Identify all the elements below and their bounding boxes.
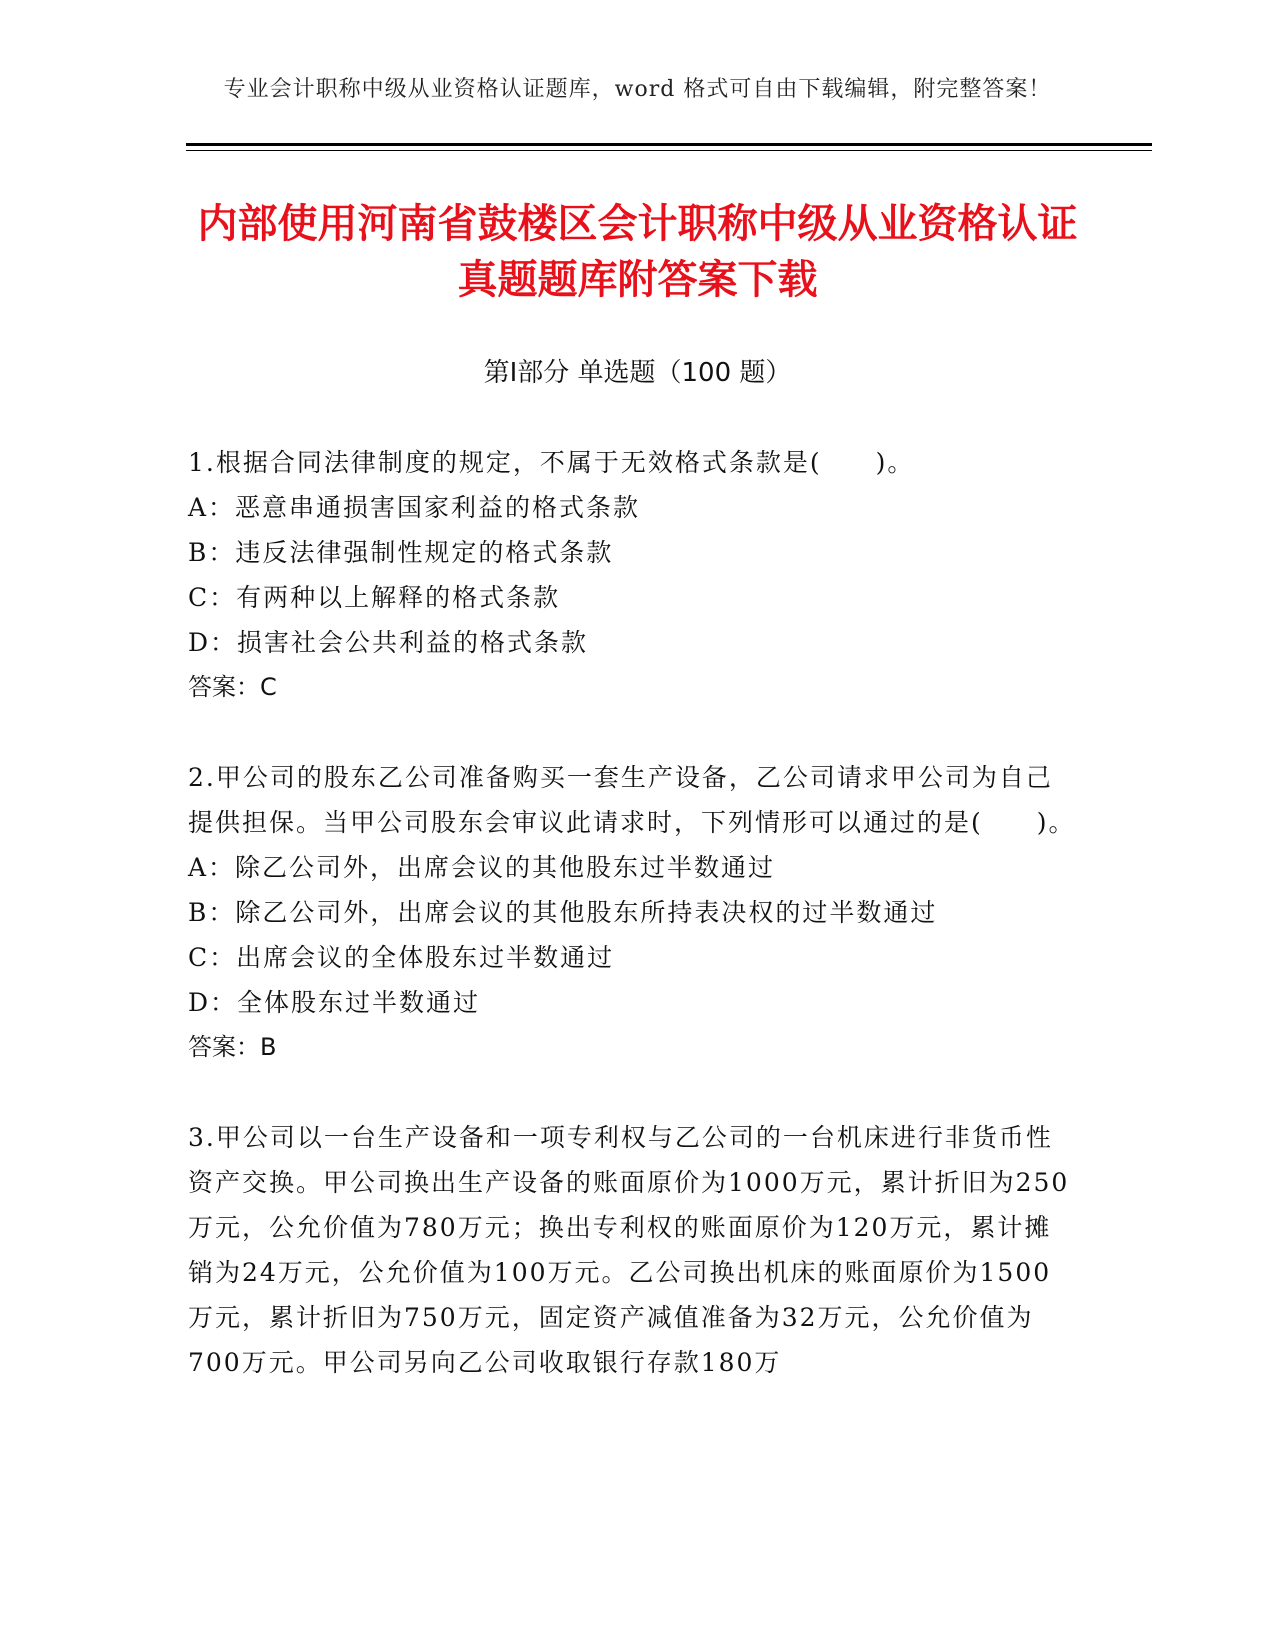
- question-stem: 3.甲公司以一台生产设备和一项专利权与乙公司的一台机床进行非货币性资产交换。甲公司换出生产设备的账面原价为1000万元，累计折旧为250万元，公允价值为780万元；换出专利权的账面原价为120万元，累计摊销为24万元，公允价值为100万元。乙公司换出机床的账面原价为1500万元，累计折旧为750万元，固定资产减值准备为32万元，公允价值为700万元。甲公司另向乙公司收取银行存款180万: [188, 1123, 1070, 1377]
- question-stem: 1.根据合同法律制度的规定，不属于无效格式条款是( )。: [188, 448, 915, 477]
- question-3: [188, 1115, 1078, 1385]
- option-d: D：全体股东过半数通过: [188, 988, 481, 1017]
- header-rule-thick: [186, 143, 1152, 146]
- option-b: B：违反法律强制性规定的格式条款: [188, 538, 614, 567]
- question-stem: 2.甲公司的股东乙公司准备购买一套生产设备，乙公司请求甲公司为自己提供担保。当甲公司股东会审议此请求时，下列情形可以通过的是( )。: [188, 763, 1076, 837]
- answer-line: 答案：C: [188, 673, 277, 701]
- question-2: [188, 755, 1078, 1070]
- question-1: [188, 440, 1078, 710]
- option-d: D：损害社会公共利益的格式条款: [188, 628, 589, 657]
- question-list: [188, 440, 1078, 1430]
- header-note: 专业会计职称中级从业资格认证题库，word 格式可自由下载编辑，附完整答案！: [223, 77, 1052, 102]
- option-a: A：恶意串通损害国家利益的格式条款: [188, 493, 641, 522]
- option-c: C：有两种以上解释的格式条款: [188, 583, 561, 612]
- header-rule-thin: [186, 150, 1152, 151]
- option-a: A：除乙公司外，出席会议的其他股东过半数通过: [188, 853, 776, 882]
- answer-line: 答案：B: [188, 1033, 277, 1061]
- option-c: C：出席会议的全体股东过半数通过: [188, 943, 615, 972]
- section-title: 第Ⅰ部分 单选题（100 题）: [483, 358, 792, 388]
- option-b: B：除乙公司外，出席会议的其他股东所持表决权的过半数通过: [188, 898, 938, 927]
- document-title: 内部使用河南省鼓楼区会计职称中级从业资格认证真题题库附答案下载: [197, 201, 1078, 303]
